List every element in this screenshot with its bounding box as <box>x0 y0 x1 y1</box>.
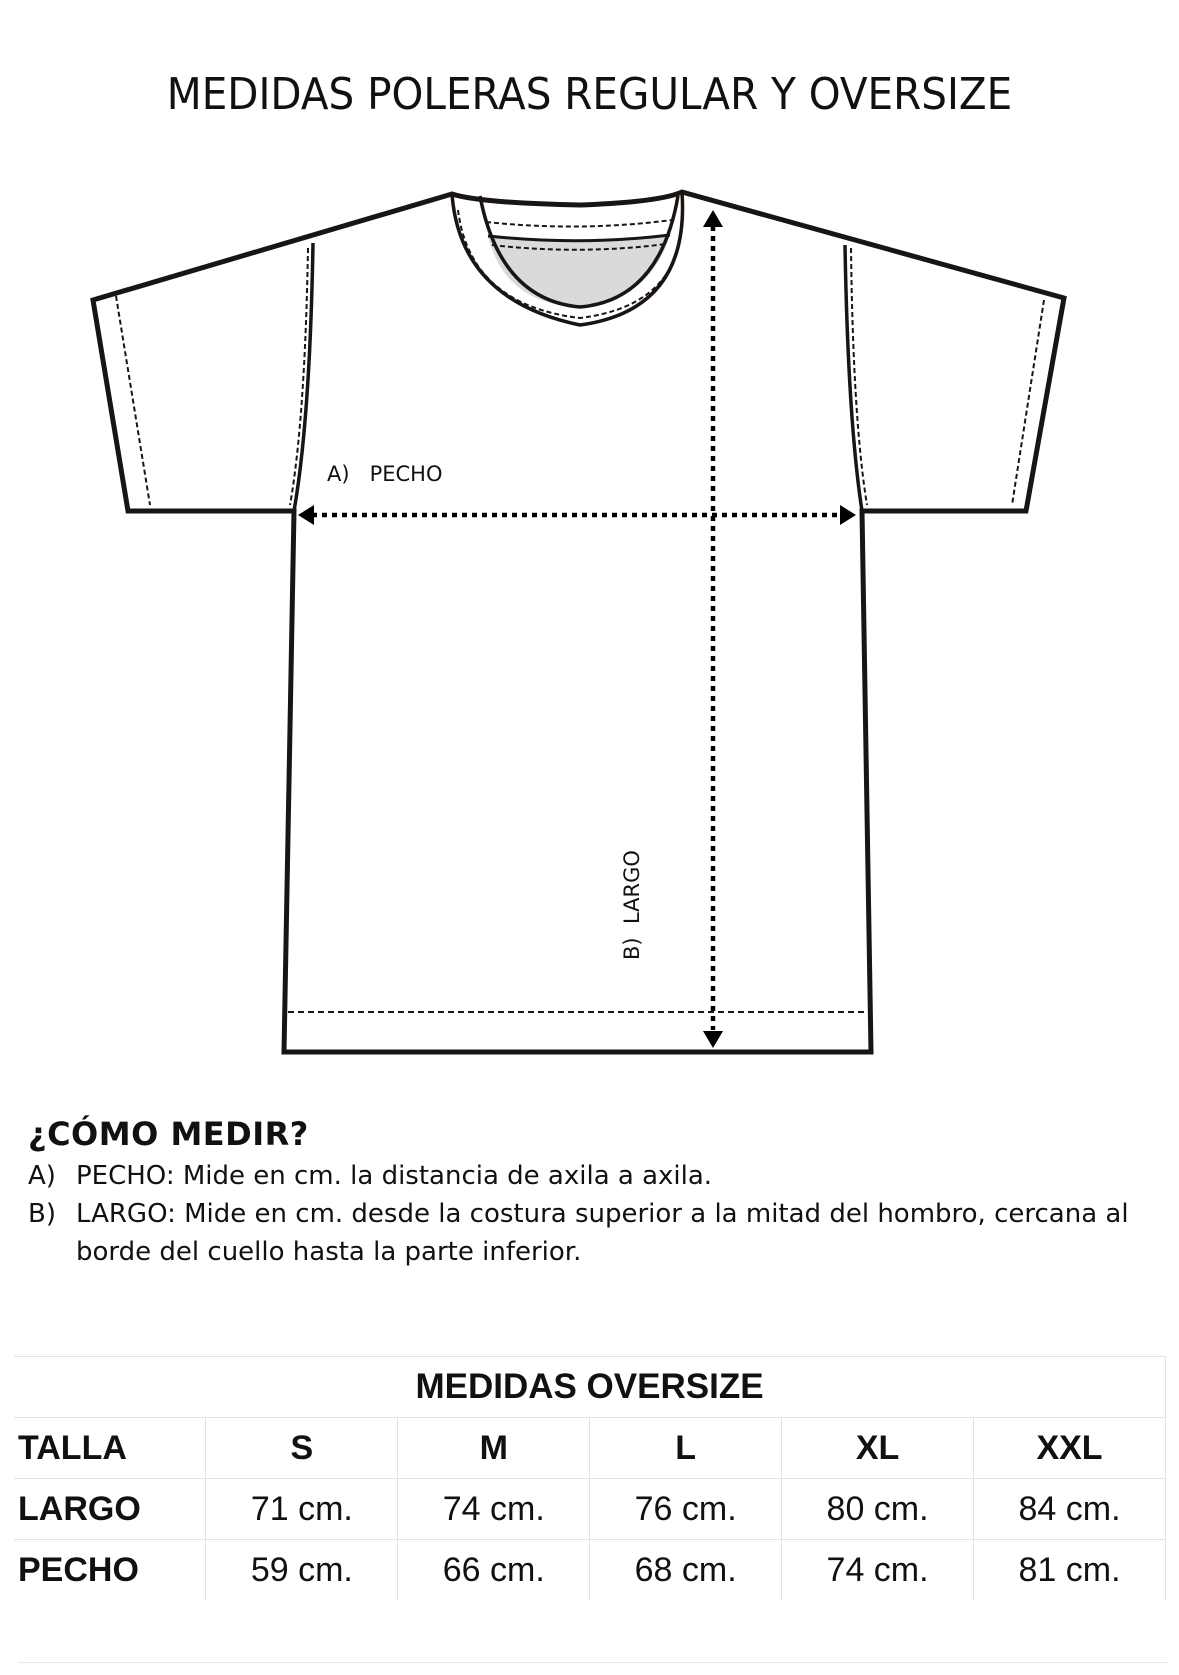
instruction-text: PECHO: Mide en cm. la distancia de axila a axila. <box>76 1161 713 1191</box>
table-caption: MEDIDAS OVERSIZE <box>14 1357 1166 1418</box>
instruction-letter: B) <box>28 1199 56 1229</box>
instruction-text: LARGO: Mide en cm. desde la costura superior a la mitad del hombro, cercana al borde del cuello hasta la parte inferior. <box>76 1199 1129 1267</box>
table-cell: 81 cm. <box>974 1540 1166 1601</box>
table-cell: 80 cm. <box>782 1479 974 1540</box>
table-row <box>14 1479 1166 1540</box>
bottom-divider <box>18 1662 1168 1663</box>
length-label: B) LARGO <box>620 850 644 960</box>
table-cell: 74 cm. <box>398 1479 590 1540</box>
table-cell: 76 cm. <box>590 1479 782 1540</box>
table-row <box>14 1540 1166 1601</box>
page-title: MEDIDAS POLERAS REGULAR Y OVERSIZE <box>166 69 1013 121</box>
chest-label: A) PECHO <box>327 462 443 486</box>
size-header: XXL <box>974 1418 1166 1479</box>
how-to-measure-section <box>28 1115 1168 1271</box>
size-header: L <box>590 1418 782 1479</box>
size-header: S <box>206 1418 398 1479</box>
size-header: M <box>398 1418 590 1479</box>
table-cell: 74 cm. <box>782 1540 974 1601</box>
instruction-chest <box>28 1157 1168 1195</box>
tshirt-outline-icon <box>0 170 1179 1070</box>
size-table <box>14 1356 1166 1600</box>
table-row <box>14 1418 1166 1479</box>
table-cell: 59 cm. <box>206 1540 398 1601</box>
row-header-length: LARGO <box>14 1479 206 1540</box>
table-cell: 84 cm. <box>974 1479 1166 1540</box>
table-cell: 68 cm. <box>590 1540 782 1601</box>
table-cell: 71 cm. <box>206 1479 398 1540</box>
how-to-measure-title: ¿CÓMO MEDIR? <box>28 1115 309 1153</box>
instruction-letter: A) <box>28 1161 56 1191</box>
tshirt-measurement-diagram <box>0 170 1179 1070</box>
instruction-length <box>28 1195 1168 1271</box>
row-header-size: TALLA <box>14 1418 206 1479</box>
row-header-chest: PECHO <box>14 1540 206 1601</box>
size-header: XL <box>782 1418 974 1479</box>
table-cell: 66 cm. <box>398 1540 590 1601</box>
size-table-container <box>14 1356 1166 1600</box>
